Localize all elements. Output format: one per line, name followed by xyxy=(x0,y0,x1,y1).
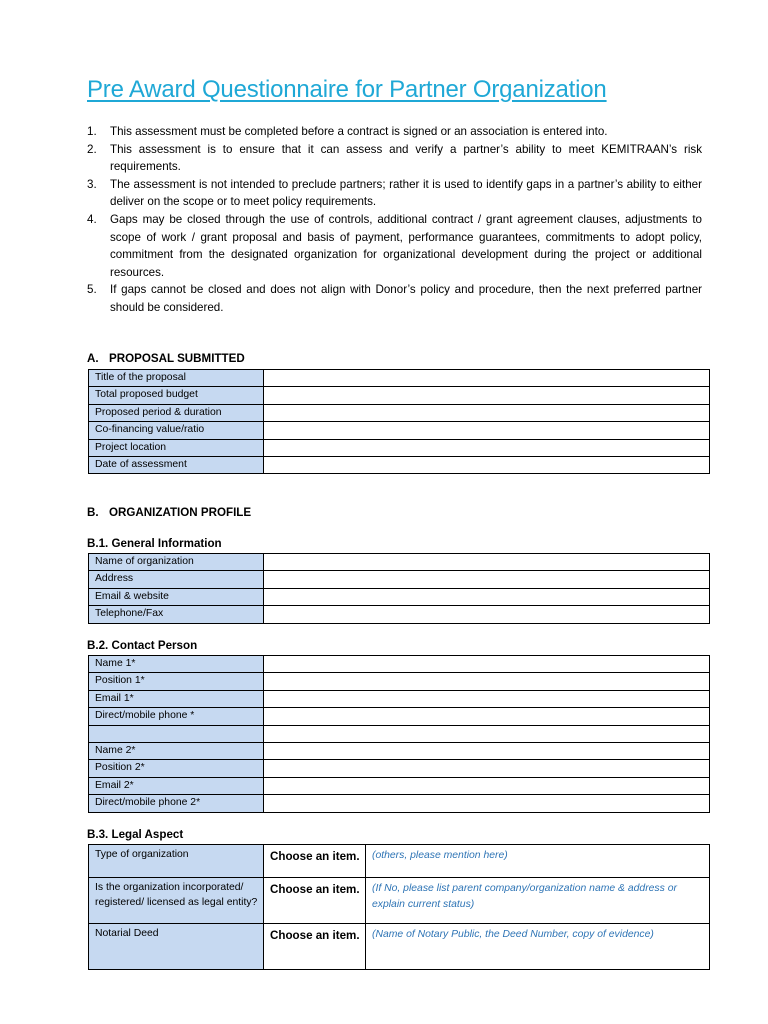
email1-input[interactable] xyxy=(264,690,710,707)
notarial-deed-dropdown[interactable]: Choose an item. xyxy=(264,924,366,970)
field-label: Address xyxy=(89,571,264,588)
field-label: Notarial Deed xyxy=(89,924,264,970)
field-label: Email & website xyxy=(89,588,264,605)
contact-person-heading: B.2. Contact Person xyxy=(87,639,198,652)
list-item: 5. If gaps cannot be closed and does not align with Donor’s policy and procedure, then the next preferred partner should be considered. xyxy=(87,283,702,314)
table-row xyxy=(89,777,710,794)
table-row xyxy=(89,795,710,812)
telephone-input[interactable] xyxy=(264,606,710,623)
registered-dropdown[interactable]: Choose an item. xyxy=(264,878,366,924)
table-row xyxy=(89,924,710,970)
field-label: Project location xyxy=(89,439,264,456)
table-row xyxy=(89,760,710,777)
name2-input[interactable] xyxy=(264,742,710,759)
email2-input[interactable] xyxy=(264,777,710,794)
spacer-input[interactable] xyxy=(264,725,710,742)
table-row xyxy=(89,878,710,924)
general-info-table xyxy=(88,553,710,624)
org-type-note[interactable]: (others, please mention here) xyxy=(366,845,710,878)
table-row xyxy=(89,422,710,439)
phone2-input[interactable] xyxy=(264,795,710,812)
instructions-list xyxy=(87,123,702,317)
position1-input[interactable] xyxy=(264,673,710,690)
table-row xyxy=(89,554,710,571)
field-label xyxy=(89,725,264,742)
field-label: Title of the proposal xyxy=(89,370,264,387)
list-item: 4. Gaps may be closed through the use of controls, additional contract / grant agreement clauses, adjustments to scope of work / grant proposal and basis of payment, performance guarantees, commitments to adopt policy, commitment from the designated organization for organizational development during the project or additional resources. xyxy=(87,212,702,279)
table-row xyxy=(89,708,710,725)
table-row xyxy=(89,387,710,404)
field-label: Direct/mobile phone * xyxy=(89,708,264,725)
table-row xyxy=(89,571,710,588)
table-row xyxy=(89,588,710,605)
table-row xyxy=(89,404,710,421)
field-label: Name 2* xyxy=(89,742,264,759)
name1-input[interactable] xyxy=(264,656,710,673)
list-item: 3. The assessment is not intended to preclude partners; rather it is used to identify gaps in a partner’s ability to either deliver on the scope or to meet policy requirements. xyxy=(87,177,702,209)
contact-person-table xyxy=(88,655,710,813)
phone1-input[interactable] xyxy=(264,708,710,725)
location-input[interactable] xyxy=(264,439,710,456)
registered-note[interactable]: (If No, please list parent company/organization name & address or explain current status) xyxy=(366,878,710,924)
section-b-heading: B. ORGANIZATION PROFILE xyxy=(87,506,252,519)
table-row xyxy=(89,656,710,673)
assessment-date-input[interactable] xyxy=(264,456,710,473)
field-label: Date of assessment xyxy=(89,456,264,473)
position2-input[interactable] xyxy=(264,760,710,777)
field-label: Name 1* xyxy=(89,656,264,673)
field-label: Name of organization xyxy=(89,554,264,571)
field-label: Email 2* xyxy=(89,777,264,794)
proposal-title-input[interactable] xyxy=(264,370,710,387)
budget-input[interactable] xyxy=(264,387,710,404)
table-row xyxy=(89,742,710,759)
period-input[interactable] xyxy=(264,404,710,421)
field-label: Proposed period & duration xyxy=(89,404,264,421)
field-label: Co-financing value/ratio xyxy=(89,422,264,439)
table-row xyxy=(89,845,710,878)
general-info-heading: B.1. General Information xyxy=(87,537,222,550)
field-label: Direct/mobile phone 2* xyxy=(89,795,264,812)
cofinancing-input[interactable] xyxy=(264,422,710,439)
table-row xyxy=(89,439,710,456)
org-name-input[interactable] xyxy=(264,554,710,571)
list-item: 2. This assessment is to ensure that it can assess and verify a partner’s ability to meet KEMITRAAN’s risk requirements. xyxy=(87,142,702,174)
table-row xyxy=(89,673,710,690)
table-row xyxy=(89,725,710,742)
table-row xyxy=(89,606,710,623)
email-website-input[interactable] xyxy=(264,588,710,605)
table-row xyxy=(89,456,710,473)
legal-aspect-table xyxy=(88,844,710,970)
table-row xyxy=(89,690,710,707)
notarial-deed-note[interactable]: (Name of Notary Public, the Deed Number, copy of evidence) xyxy=(366,924,710,970)
address-input[interactable] xyxy=(264,571,710,588)
field-label: Email 1* xyxy=(89,690,264,707)
section-a-heading: A. PROPOSAL SUBMITTED xyxy=(87,352,245,365)
field-label: Type of organization xyxy=(89,845,264,878)
org-type-dropdown[interactable]: Choose an item. xyxy=(264,845,366,878)
field-label: Position 1* xyxy=(89,673,264,690)
field-label: Is the organization incorporated/ registered/ licensed as legal entity? xyxy=(89,878,264,924)
list-item: 1. This assessment must be completed before a contract is signed or an association is entered into. xyxy=(87,125,608,138)
page-title: Pre Award Questionnaire for Partner Organization xyxy=(87,76,607,103)
field-label: Total proposed budget xyxy=(89,387,264,404)
legal-aspect-heading: B.3. Legal Aspect xyxy=(87,828,184,841)
field-label: Telephone/Fax xyxy=(89,606,264,623)
table-row xyxy=(89,370,710,387)
field-label: Position 2* xyxy=(89,760,264,777)
proposal-table xyxy=(88,369,710,474)
